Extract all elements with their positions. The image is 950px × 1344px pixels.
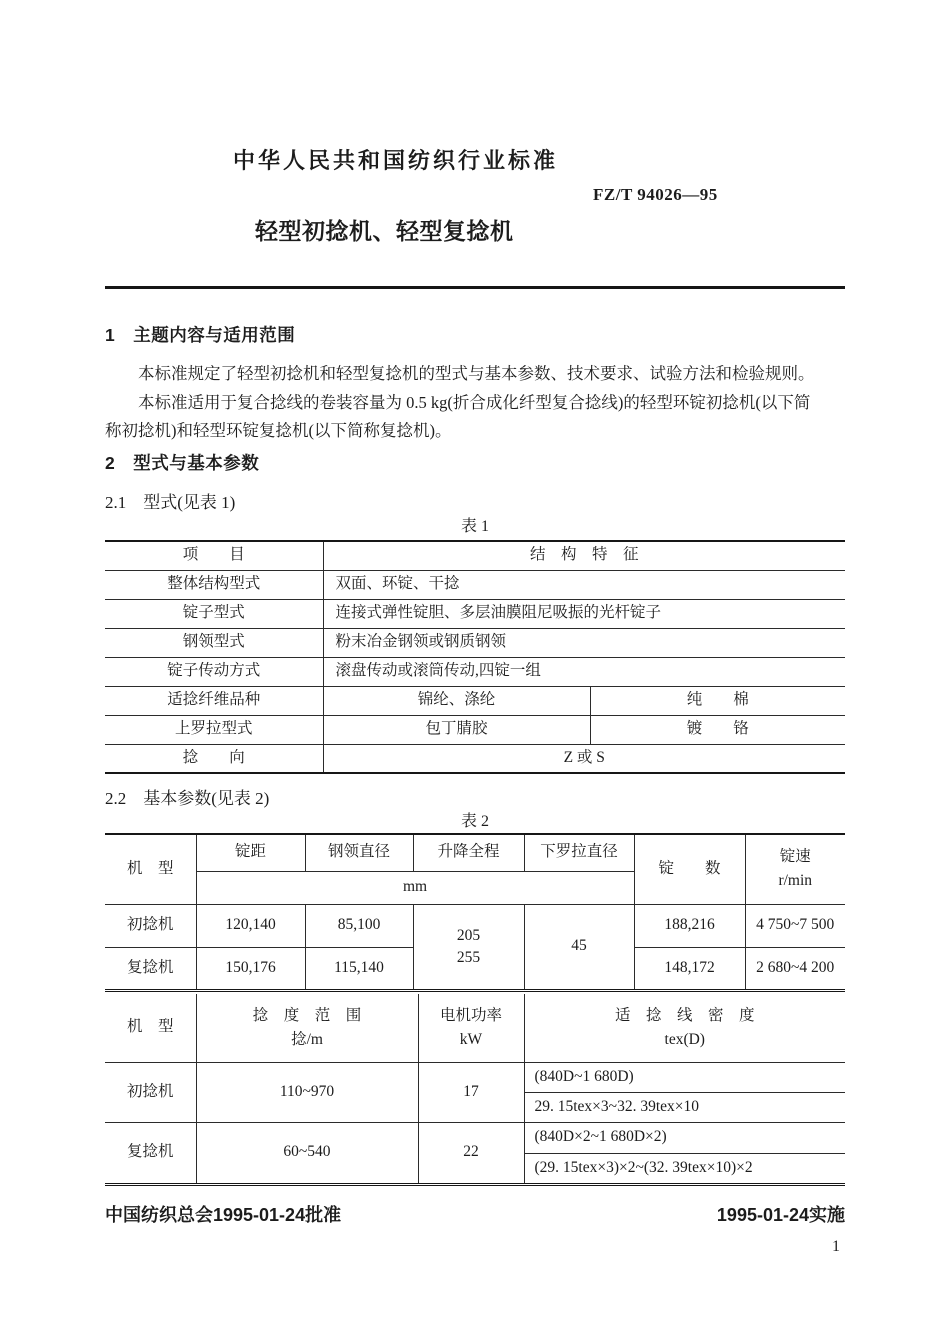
cell-machine: 初捻机 bbox=[105, 904, 196, 947]
table-2-lower bbox=[105, 994, 845, 1186]
table-2-lower-header-row bbox=[105, 994, 845, 1062]
row-label: 钢领型式 bbox=[105, 628, 323, 657]
row-value-left: 锦纶、涤纶 bbox=[323, 686, 590, 715]
col-machine-type: 机 型 bbox=[105, 994, 196, 1062]
row-label: 上罗拉型式 bbox=[105, 715, 323, 744]
table-1-header-item: 项 目 bbox=[105, 541, 323, 570]
col-spindle-count: 锭 数 bbox=[634, 834, 745, 904]
section-2-2-heading: 2.2 基本参数(见表 2) bbox=[105, 789, 270, 808]
section-1-paragraph-2-line-2: 称初捻机)和轻型环锭复捻机(以下简称复捻机)。 bbox=[105, 421, 452, 440]
col-yarn-density-label: 适 捻 线 密 度 bbox=[614, 1006, 755, 1024]
section-1-heading: 1 主题内容与适用范围 bbox=[105, 325, 296, 345]
col-twist-range-label: 捻 度 范 围 bbox=[252, 1006, 362, 1024]
cell-lift-value-2: 255 bbox=[456, 948, 481, 966]
section-1-paragraph-2-line-1: 本标准适用于复合捻线的卷装容量为 0.5 kg(折合成化纤型复合捻线)的轻型环锭初捻机(以下简 bbox=[138, 393, 811, 412]
table-2-upper bbox=[105, 833, 845, 992]
cell-spindles: 188,216 bbox=[634, 904, 745, 947]
footer-approval: 中国纺织总会1995-01-24批准 bbox=[105, 1205, 342, 1225]
col-gauge: 锭距 bbox=[196, 834, 305, 871]
row-value: 连接式弹性锭胆、多层油膜阻尼吸振的光杆锭子 bbox=[323, 599, 845, 628]
table-1-header-feature: 结 构 特 征 bbox=[323, 541, 845, 570]
cell-machine: 复捻机 bbox=[126, 958, 174, 976]
cell-gauge: 120,140 bbox=[196, 904, 305, 947]
cell-twist: 110~970 bbox=[196, 1062, 418, 1122]
table-2-header-row-1 bbox=[105, 834, 845, 871]
footer-implementation: 1995-01-24实施 bbox=[716, 1205, 845, 1225]
cell-gauge: 150,176 bbox=[196, 947, 305, 990]
row-label: 锭子传动方式 bbox=[105, 657, 323, 686]
table-1 bbox=[105, 540, 845, 774]
col-spindle-speed bbox=[745, 834, 845, 904]
section-1-paragraph-1: 本标准规定了轻型初捻机和轻型复捻机的型式与基本参数、技术要求、试验方法和检验规则。 bbox=[138, 364, 815, 383]
cell-power: 17 bbox=[418, 1062, 524, 1122]
row-label: 锭子型式 bbox=[105, 599, 323, 628]
standard-number: FZ/T 94026—95 bbox=[593, 185, 718, 204]
row-value-right: 镀 铬 bbox=[590, 715, 845, 744]
row-value: 粉末冶金钢领或钢质钢领 bbox=[323, 628, 845, 657]
col-motor-power-label: 电机功率 bbox=[439, 1006, 502, 1024]
cell-density-tex: 29. 15tex×3~32. 39tex×10 bbox=[524, 1092, 845, 1122]
cell-power: 22 bbox=[418, 1122, 524, 1184]
table-row bbox=[105, 686, 845, 715]
row-value: 双面、环锭、干捻 bbox=[323, 570, 845, 599]
cell-spindles: 148,172 bbox=[634, 947, 745, 990]
cell-ring: 85,100 bbox=[305, 904, 413, 947]
table-1-header-row bbox=[105, 541, 845, 570]
col-spindle-speed-label: 锭速 bbox=[779, 848, 811, 866]
table-row bbox=[105, 715, 845, 744]
col-lift-stroke: 升降全程 bbox=[413, 834, 524, 871]
row-value: Z 或 S bbox=[323, 744, 845, 773]
table-row bbox=[105, 1122, 845, 1153]
row-label: 适捻纤维品种 bbox=[105, 686, 323, 715]
row-value-right: 纯 棉 bbox=[590, 686, 845, 715]
cell-speed: 4 750~7 500 bbox=[745, 904, 845, 947]
col-motor-power-unit: kW bbox=[459, 1030, 483, 1048]
cell-lift bbox=[413, 904, 524, 990]
table-row bbox=[105, 744, 845, 773]
cell-lift-value-1: 205 bbox=[456, 926, 481, 944]
col-yarn-density bbox=[524, 994, 845, 1062]
table-row bbox=[105, 570, 845, 599]
col-bottom-roller-diameter: 下罗拉直径 bbox=[524, 834, 634, 871]
cell-density-denier: (840D×2~1 680D×2) bbox=[524, 1122, 845, 1153]
unit-mm: mm bbox=[196, 871, 634, 904]
row-value-left: 包丁腈胶 bbox=[323, 715, 590, 744]
header-rule bbox=[105, 286, 845, 289]
table-row bbox=[105, 904, 845, 947]
col-ring-diameter: 钢领直径 bbox=[305, 834, 413, 871]
section-2-heading: 2 型式与基本参数 bbox=[105, 453, 260, 473]
row-label: 捻 向 bbox=[182, 748, 245, 766]
cell-machine: 复捻机 bbox=[105, 1122, 196, 1184]
col-motor-power bbox=[418, 994, 524, 1062]
page-number: 1 bbox=[832, 1238, 840, 1255]
cell-density-denier: (840D~1 680D) bbox=[524, 1062, 845, 1092]
cell-roller: 45 bbox=[524, 904, 634, 990]
row-value: 滚盘传动或滚筒传动,四锭一组 bbox=[323, 657, 845, 686]
document-title: 轻型初捻机、轻型复捻机 bbox=[255, 218, 514, 244]
col-machine-type: 机 型 bbox=[105, 834, 196, 904]
table-row bbox=[105, 599, 845, 628]
cell-machine: 初捻机 bbox=[105, 1062, 196, 1122]
table-row bbox=[105, 628, 845, 657]
table-1-caption: 表 1 bbox=[460, 518, 489, 535]
standard-org-name: 中华人民共和国纺织行业标准 bbox=[233, 148, 559, 173]
row-label: 整体结构型式 bbox=[105, 570, 323, 599]
cell-speed: 2 680~4 200 bbox=[745, 947, 845, 990]
cell-density-tex: (29. 15tex×3)×2~(32. 39tex×10)×2 bbox=[524, 1153, 845, 1184]
table-row bbox=[105, 657, 845, 686]
col-spindle-speed-unit: r/min bbox=[778, 872, 813, 890]
table-row bbox=[105, 1062, 845, 1092]
cell-twist: 60~540 bbox=[196, 1122, 418, 1184]
col-yarn-density-unit: tex(D) bbox=[664, 1030, 705, 1048]
table-2-caption: 表 2 bbox=[460, 813, 489, 830]
section-2-1-heading: 2.1 型式(见表 1) bbox=[105, 493, 236, 512]
col-twist-range-unit: 捻/m bbox=[291, 1030, 323, 1048]
cell-ring: 115,140 bbox=[305, 947, 413, 990]
col-twist-range bbox=[196, 994, 418, 1062]
